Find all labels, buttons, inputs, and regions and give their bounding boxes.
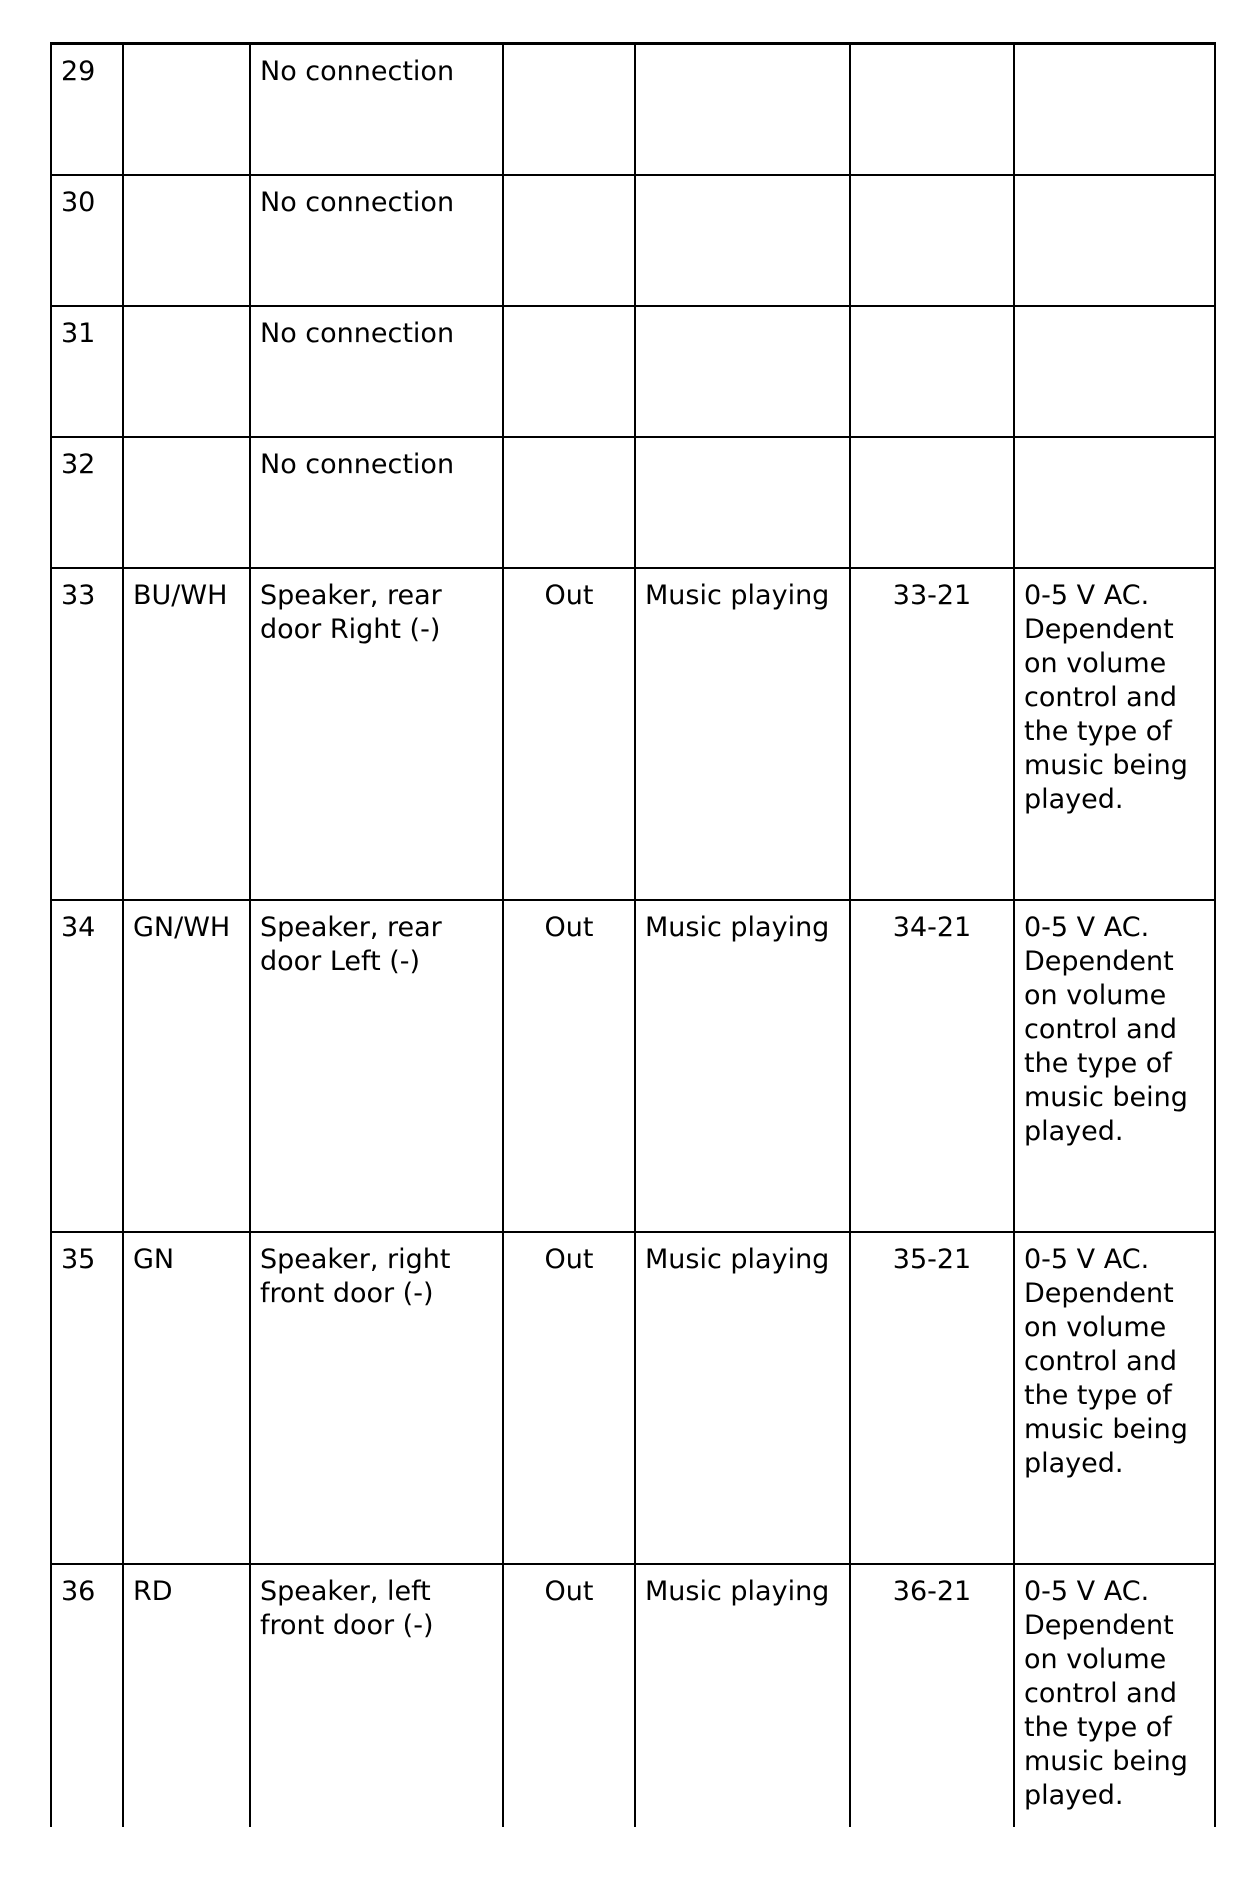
wire-color-cell	[123, 437, 250, 568]
measure-point-cell	[850, 44, 1014, 176]
table-row	[51, 1564, 1215, 1827]
description-cell: Speaker, rear door Left (-)	[250, 900, 503, 1232]
condition-cell: Music playing	[635, 1564, 850, 1827]
direction-cell	[503, 175, 635, 306]
pin-assignment-table	[50, 42, 1216, 1827]
pin-number-cell: 34	[51, 900, 123, 1232]
table-row	[51, 306, 1215, 437]
direction-cell	[503, 44, 635, 176]
table-row	[51, 1232, 1215, 1564]
wire-color-cell: RD	[123, 1564, 250, 1827]
table-row	[51, 437, 1215, 568]
description-cell: Speaker, rear door Right (-)	[250, 568, 503, 900]
note-cell: 0-5 V AC. Dependent on volume control and the type of music being played.	[1014, 1564, 1215, 1827]
pin-number-cell: 30	[51, 175, 123, 306]
note-cell: 0-5 V AC. Dependent on volume control and the type of music being played.	[1014, 568, 1215, 900]
note-cell	[1014, 175, 1215, 306]
direction-cell	[503, 306, 635, 437]
note-cell	[1014, 306, 1215, 437]
measure-point-cell	[850, 306, 1014, 437]
condition-cell: Music playing	[635, 568, 850, 900]
note-cell	[1014, 44, 1215, 176]
measure-point-cell	[850, 437, 1014, 568]
table-row	[51, 900, 1215, 1232]
wire-color-cell: GN/WH	[123, 900, 250, 1232]
condition-cell	[635, 437, 850, 568]
note-cell: 0-5 V AC. Dependent on volume control and the type of music being played.	[1014, 1232, 1215, 1564]
condition-cell	[635, 175, 850, 306]
wire-color-cell: BU/WH	[123, 568, 250, 900]
direction-cell: Out	[503, 568, 635, 900]
description-cell: No connection	[250, 306, 503, 437]
direction-cell: Out	[503, 900, 635, 1232]
pin-number-cell: 33	[51, 568, 123, 900]
wire-color-cell	[123, 44, 250, 176]
condition-cell: Music playing	[635, 900, 850, 1232]
direction-cell	[503, 437, 635, 568]
description-cell: Speaker, left front door (-)	[250, 1564, 503, 1827]
wire-color-cell	[123, 306, 250, 437]
pin-number-cell: 31	[51, 306, 123, 437]
table-row	[51, 175, 1215, 306]
measure-point-cell	[850, 175, 1014, 306]
condition-cell	[635, 44, 850, 176]
description-cell: No connection	[250, 44, 503, 176]
measure-point-cell: 35-21	[850, 1232, 1014, 1564]
note-cell	[1014, 437, 1215, 568]
measure-point-cell: 33-21	[850, 568, 1014, 900]
measure-point-cell: 36-21	[850, 1564, 1014, 1827]
condition-cell: Music playing	[635, 1232, 850, 1564]
direction-cell: Out	[503, 1232, 635, 1564]
table-row	[51, 568, 1215, 900]
table-row	[51, 44, 1215, 176]
description-cell: No connection	[250, 437, 503, 568]
note-cell: 0-5 V AC. Dependent on volume control and the type of music being played.	[1014, 900, 1215, 1232]
wire-color-cell: GN	[123, 1232, 250, 1564]
pin-number-cell: 29	[51, 44, 123, 176]
condition-cell	[635, 306, 850, 437]
pin-number-cell: 36	[51, 1564, 123, 1827]
pin-number-cell: 35	[51, 1232, 123, 1564]
direction-cell: Out	[503, 1564, 635, 1827]
wire-color-cell	[123, 175, 250, 306]
pin-number-cell: 32	[51, 437, 123, 568]
measure-point-cell: 34-21	[850, 900, 1014, 1232]
description-cell: No connection	[250, 175, 503, 306]
description-cell: Speaker, right front door (-)	[250, 1232, 503, 1564]
